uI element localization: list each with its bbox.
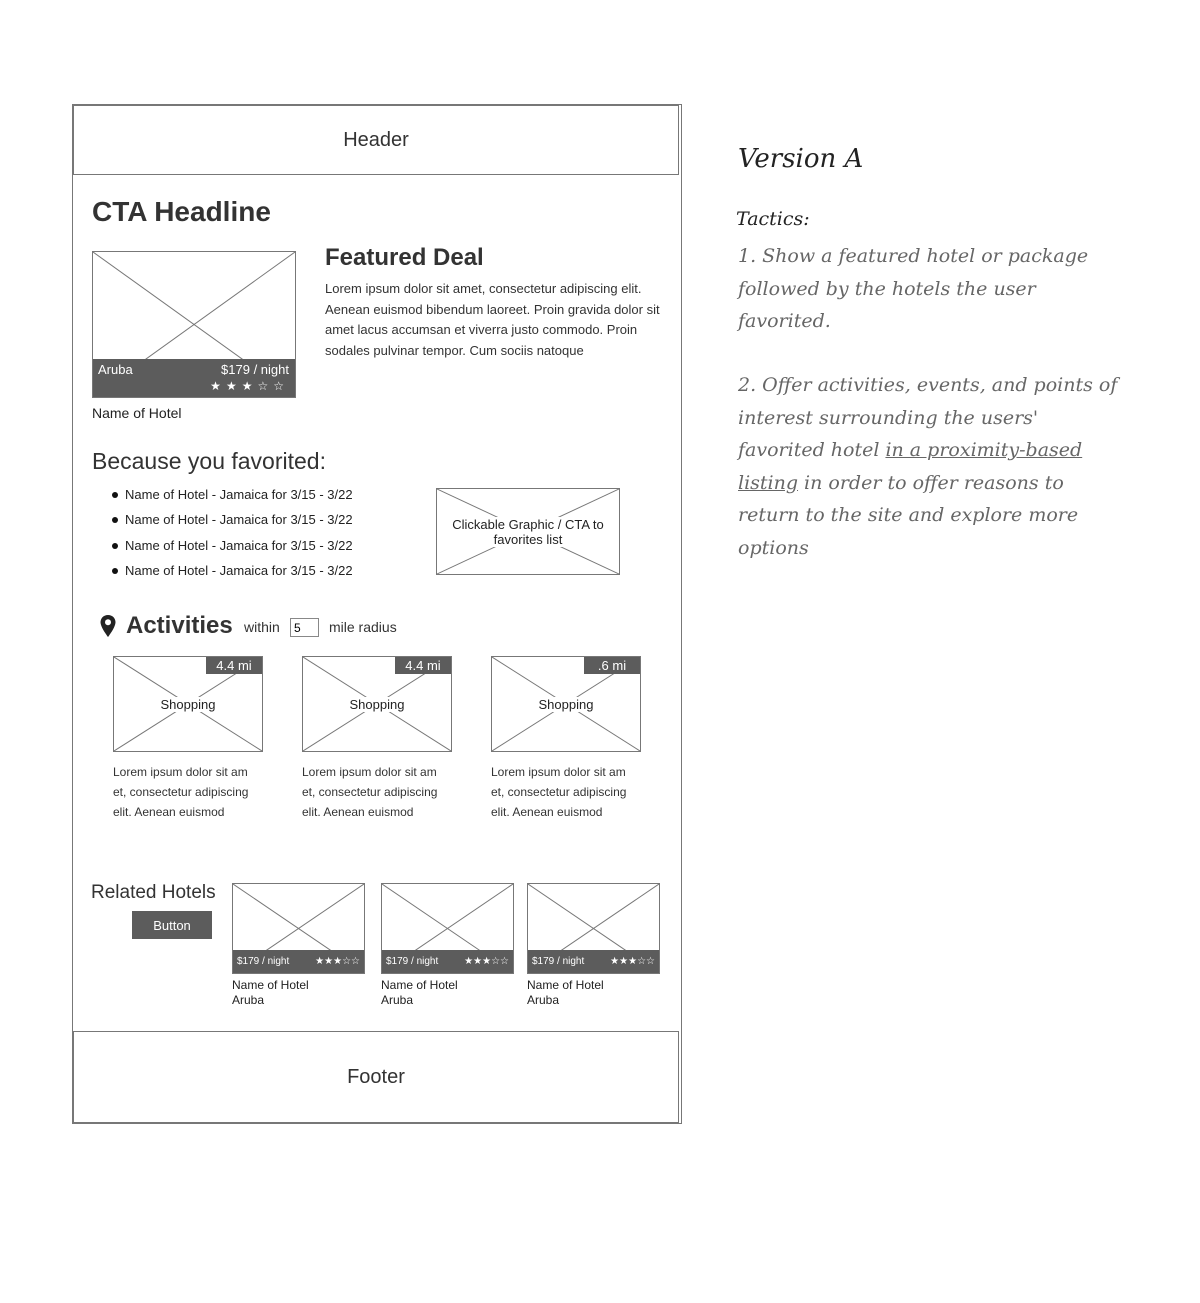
favorites-list — [112, 485, 353, 586]
radius-input[interactable] — [290, 618, 319, 637]
activity-distance-badge: .6 mi — [584, 657, 640, 674]
related-hotel-image[interactable] — [232, 883, 365, 974]
activity-label: Shopping — [347, 697, 408, 712]
featured-deal-body: Lorem ipsum dolor sit amet, consectetur adipiscing elit. Aenean euismod bibendum laoreet. Proin gravida dolor sit amet lacus accumsan et viverra justo commodo. Proin sodales pulvinar tempor. Cum sociis natoque — [325, 281, 660, 358]
favorite-item[interactable]: Name of Hotel - Jamaica for 3/15 - 3/22 — [112, 510, 353, 535]
featured-hotel-name[interactable]: Name of Hotel — [92, 405, 182, 421]
header-placeholder — [73, 105, 679, 175]
activity-card-image[interactable] — [113, 656, 263, 752]
related-hotel-price: $179 / night — [237, 956, 290, 967]
related-hotel-name: Name of Hotel — [527, 978, 604, 992]
notes-tactic-2-text-end: in order to offer reasons to return to the site and explore more options — [738, 471, 1079, 559]
footer-placeholder — [73, 1031, 679, 1123]
activity-label: Shopping — [536, 697, 597, 712]
related-hotels-title: Related Hotels — [91, 882, 216, 903]
featured-price: $179 / night — [221, 362, 289, 377]
notes-tactic-2-underlined: in a proximity-based listing — [738, 439, 1083, 494]
activity-distance-badge: 4.4 mi — [206, 657, 262, 674]
header-label: Header — [343, 128, 409, 151]
radius-suffix-label: mile radius — [329, 619, 397, 635]
star-empty-icon: ☆ — [257, 379, 274, 393]
activity-card-image[interactable] — [491, 656, 641, 752]
activity-description: Lorem ipsum dolor sit am et, consectetur adipiscing elit. Aenean euismod — [113, 765, 249, 819]
notes-version-title: Version A — [738, 144, 864, 174]
activities-title: Activities — [126, 612, 233, 639]
notes-tactic-2 — [738, 369, 1123, 564]
activity-description: Lorem ipsum dolor sit am et, consectetur adipiscing elit. Aenean euismod — [491, 765, 627, 819]
related-hotel-name: Name of Hotel — [232, 978, 309, 992]
star-filled-icon: ★ — [210, 379, 226, 393]
related-hotel-stars: ★★★☆☆ — [464, 956, 509, 967]
favorites-cta-graphic[interactable] — [436, 488, 620, 575]
favorite-item[interactable]: Name of Hotel - Jamaica for 3/15 - 3/22 — [112, 561, 353, 586]
favorites-cta-label: Clickable Graphic / CTA to favorites list — [446, 517, 610, 547]
related-hotel-stars: ★★★☆☆ — [610, 956, 655, 967]
featured-image[interactable] — [92, 251, 296, 398]
favorites-title: Because you favorited: — [92, 448, 326, 474]
activity-distance-badge: 4.4 mi — [395, 657, 451, 674]
related-hotel-stars: ★★★☆☆ — [315, 956, 360, 967]
star-empty-icon: ☆ — [273, 379, 289, 393]
related-hotel-name: Name of Hotel — [381, 978, 458, 992]
related-hotel-location: Aruba — [527, 993, 560, 1007]
related-hotel-image[interactable] — [381, 883, 514, 974]
favorite-item[interactable]: Name of Hotel - Jamaica for 3/15 - 3/22 — [112, 536, 353, 561]
notes-tactic-1: 1. Show a featured hotel or package followed by the hotels the user favorited. — [738, 245, 1089, 332]
activity-card-image[interactable] — [302, 656, 452, 752]
star-filled-icon: ★ — [241, 379, 258, 393]
star-filled-icon: ★ — [225, 379, 242, 393]
favorite-item[interactable]: Name of Hotel - Jamaica for 3/15 - 3/22 — [112, 485, 353, 510]
related-hotel-info-bar — [382, 950, 513, 973]
featured-deal-title: Featured Deal — [325, 244, 484, 271]
cta-headline: CTA Headline — [92, 196, 271, 227]
radius-within-label: within — [244, 619, 280, 635]
related-hotel-info-bar — [528, 950, 659, 973]
related-hotel-info-bar — [233, 950, 364, 973]
related-hotel-price: $179 / night — [532, 956, 585, 967]
activity-label: Shopping — [158, 697, 219, 712]
related-hotel-image[interactable] — [527, 883, 660, 974]
footer-label: Footer — [347, 1065, 405, 1088]
related-hotel-location: Aruba — [232, 993, 265, 1007]
related-hotel-price: $179 / night — [386, 956, 439, 967]
map-pin-icon — [99, 614, 117, 638]
related-hotel-location: Aruba — [381, 993, 414, 1007]
activity-description: Lorem ipsum dolor sit am et, consectetur adipiscing elit. Aenean euismod — [302, 765, 438, 819]
related-hotel-caption[interactable] — [527, 978, 604, 1008]
related-hotel-caption[interactable] — [381, 978, 458, 1008]
notes-tactics-heading: Tactics: — [736, 208, 810, 230]
featured-rating-stars — [210, 379, 289, 393]
featured-info-bar — [93, 359, 295, 397]
notes-tactic-2-text: 2. Offer activities, events, and points of interest surrounding the users' favorited hotel — [738, 374, 1118, 461]
related-hotel-caption[interactable] — [232, 978, 309, 1008]
featured-location: Aruba — [98, 362, 133, 377]
related-hotels-button[interactable]: Button — [132, 911, 212, 939]
